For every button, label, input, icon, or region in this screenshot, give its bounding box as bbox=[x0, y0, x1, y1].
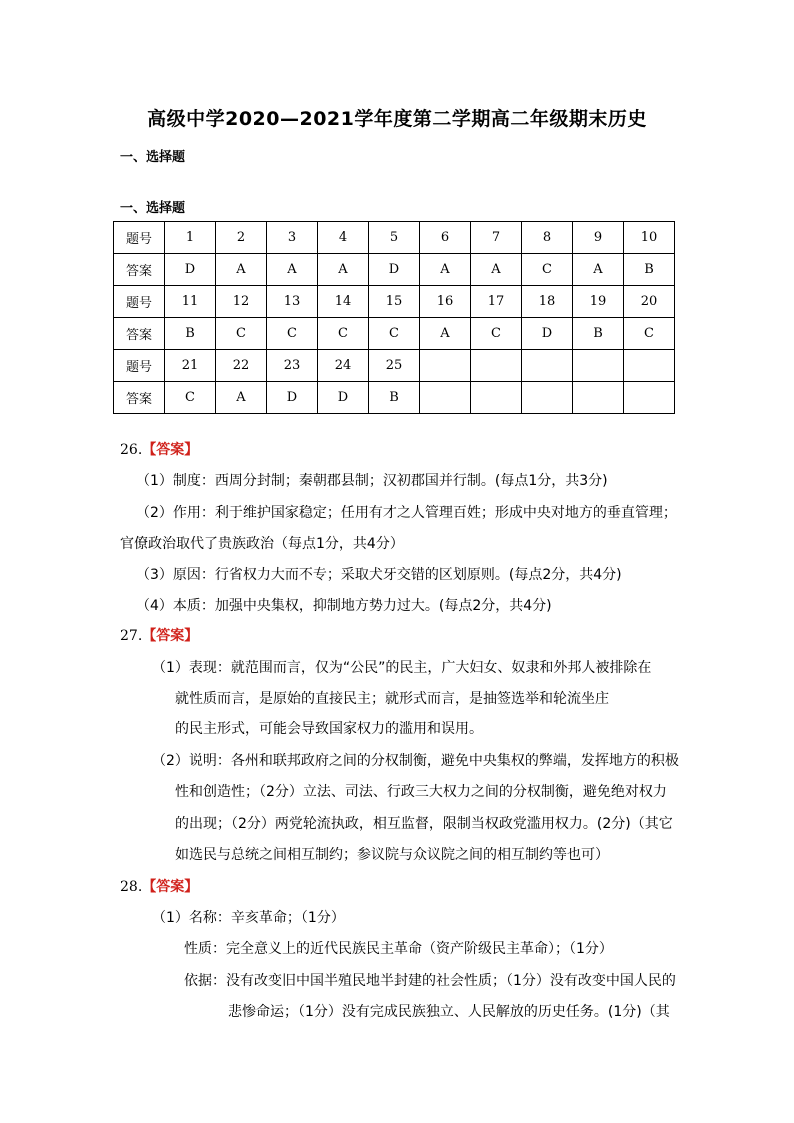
table-cell: 22 bbox=[216, 350, 267, 382]
q28-line-1: （1）名称：辛亥革命；（1分） bbox=[152, 910, 345, 926]
table-cell bbox=[420, 350, 471, 382]
table-cell: A bbox=[420, 318, 471, 350]
table-cell: 18 bbox=[522, 286, 573, 318]
table-cell: 15 bbox=[369, 286, 420, 318]
table-cell bbox=[471, 350, 522, 382]
q28-line-2: 性质：完全意义上的近代民族民主革命（资产阶级民主革命）；（1分） bbox=[184, 941, 613, 957]
table-cell: 8 bbox=[522, 222, 573, 254]
table-cell: 23 bbox=[267, 350, 318, 382]
table-cell: C bbox=[216, 318, 267, 350]
table-cell: C bbox=[522, 254, 573, 286]
q27-answer-tag: 【答案】 bbox=[142, 628, 199, 644]
table-cell: 7 bbox=[471, 222, 522, 254]
table-cell: 20 bbox=[624, 286, 675, 318]
table-cell: A bbox=[216, 254, 267, 286]
q26-number: 26. bbox=[120, 442, 143, 458]
table-cell: A bbox=[216, 382, 267, 414]
table-row bbox=[114, 318, 675, 350]
answer-table bbox=[113, 221, 675, 414]
table-cell: A bbox=[573, 254, 624, 286]
table-row bbox=[114, 350, 675, 382]
q27-heading bbox=[120, 626, 198, 646]
table-cell: 1 bbox=[165, 222, 216, 254]
q26-line-3: 官僚政治取代了贵族政治（每点1分，共4分） bbox=[120, 536, 404, 552]
q28-number: 28. bbox=[120, 879, 143, 895]
table-cell: 16 bbox=[420, 286, 471, 318]
table-cell: 2 bbox=[216, 222, 267, 254]
q28-heading bbox=[120, 877, 198, 897]
table-cell bbox=[624, 382, 675, 414]
table-row bbox=[114, 222, 675, 254]
q27-line-7: 如选民与总统之间相互制约；参议院与众议院之间的相互制约等也可） bbox=[175, 847, 609, 863]
table-cell: 3 bbox=[267, 222, 318, 254]
table-cell bbox=[522, 350, 573, 382]
q27-line-1: （1）表现：就范围而言，仅为“公民”的民主，广大妇女、奴隶和外邦人被排除在 bbox=[152, 660, 652, 676]
table-cell: 10 bbox=[624, 222, 675, 254]
table-cell: A bbox=[420, 254, 471, 286]
table-cell: 19 bbox=[573, 286, 624, 318]
table-cell: B bbox=[369, 382, 420, 414]
q26-line-1: （1）制度：西周分封制；秦朝郡县制；汉初郡国并行制。(每点1分，共3分) bbox=[136, 473, 608, 489]
table-cell: B bbox=[165, 318, 216, 350]
table-cell: 25 bbox=[369, 350, 420, 382]
table-cell bbox=[573, 382, 624, 414]
q28-line-3: 依据：没有改变旧中国半殖民地半封建的社会性质；（1分）没有改变中国人民的 bbox=[184, 973, 676, 989]
q27-line-3: 的民主形式，可能会导致国家权力的滥用和误用。 bbox=[175, 721, 483, 737]
table-row bbox=[114, 382, 675, 414]
q27-line-4: （2）说明：各州和联邦政府之间的分权制衡，避免中央集权的弊端，发挥地方的积极 bbox=[152, 753, 679, 769]
table-cell: 11 bbox=[165, 286, 216, 318]
section-heading-choice-repeat: 一、选择题 bbox=[120, 201, 186, 216]
row-label: 答案 bbox=[114, 254, 165, 286]
q27-line-2: 就性质而言，是原始的直接民主；就形式而言，是抽签选举和轮流坐庄 bbox=[175, 691, 609, 707]
q26-line-2: （2）作用：利于维护国家稳定；任用有才之人管理百姓；形成中央对地方的垂直管理； bbox=[136, 505, 677, 521]
q26-heading bbox=[120, 440, 198, 460]
table-row bbox=[114, 286, 675, 318]
table-cell: 13 bbox=[267, 286, 318, 318]
table-cell: 5 bbox=[369, 222, 420, 254]
row-label: 题号 bbox=[114, 350, 165, 382]
q28-answer-tag: 【答案】 bbox=[142, 879, 199, 895]
table-cell bbox=[471, 382, 522, 414]
table-cell bbox=[573, 350, 624, 382]
table-cell: D bbox=[318, 382, 369, 414]
q26-answer-tag: 【答案】 bbox=[142, 442, 199, 458]
table-cell: B bbox=[624, 254, 675, 286]
table-cell bbox=[624, 350, 675, 382]
table-cell: 17 bbox=[471, 286, 522, 318]
table-cell bbox=[420, 382, 471, 414]
table-cell: D bbox=[165, 254, 216, 286]
table-cell: C bbox=[624, 318, 675, 350]
table-cell: D bbox=[369, 254, 420, 286]
table-cell: 24 bbox=[318, 350, 369, 382]
q26-line-4: （3）原因：行省权力大而不专；采取犬牙交错的区划原则。(每点2分，共4分) bbox=[136, 567, 622, 583]
table-cell: C bbox=[267, 318, 318, 350]
table-cell: 4 bbox=[318, 222, 369, 254]
row-label: 题号 bbox=[114, 222, 165, 254]
row-label: 题号 bbox=[114, 286, 165, 318]
row-label: 答案 bbox=[114, 382, 165, 414]
table-cell: C bbox=[369, 318, 420, 350]
table-cell: A bbox=[318, 254, 369, 286]
table-cell bbox=[522, 382, 573, 414]
table-cell: C bbox=[471, 318, 522, 350]
table-cell: 6 bbox=[420, 222, 471, 254]
q27-line-5: 性和创造性；（2分）立法、司法、行政三大权力之间的分权制衡，避免绝对权力 bbox=[175, 784, 667, 800]
table-row bbox=[114, 254, 675, 286]
page-title: 高级中学2020—2021学年度第二学期高二年级期末历史 bbox=[147, 108, 647, 130]
q27-line-6: 的出现；（2分）两党轮流执政，相互监督，限制当权政党滥用权力。(2分)（其它 bbox=[175, 816, 673, 832]
table-cell: C bbox=[318, 318, 369, 350]
table-cell: A bbox=[471, 254, 522, 286]
table-cell: 21 bbox=[165, 350, 216, 382]
table-cell: D bbox=[267, 382, 318, 414]
table-cell: 14 bbox=[318, 286, 369, 318]
table-cell: C bbox=[165, 382, 216, 414]
section-heading-choice: 一、选择题 bbox=[120, 150, 186, 165]
table-cell: 9 bbox=[573, 222, 624, 254]
q26-line-5: （4）本质：加强中央集权，抑制地方势力过大。(每点2分，共4分) bbox=[136, 598, 552, 614]
row-label: 答案 bbox=[114, 318, 165, 350]
q28-line-4: 悲惨命运；（1分）没有完成民族独立、人民解放的历史任务。(1分)（其 bbox=[228, 1004, 670, 1020]
table-cell: D bbox=[522, 318, 573, 350]
table-cell: B bbox=[573, 318, 624, 350]
q27-number: 27. bbox=[120, 628, 143, 644]
table-cell: A bbox=[267, 254, 318, 286]
table-cell: 12 bbox=[216, 286, 267, 318]
